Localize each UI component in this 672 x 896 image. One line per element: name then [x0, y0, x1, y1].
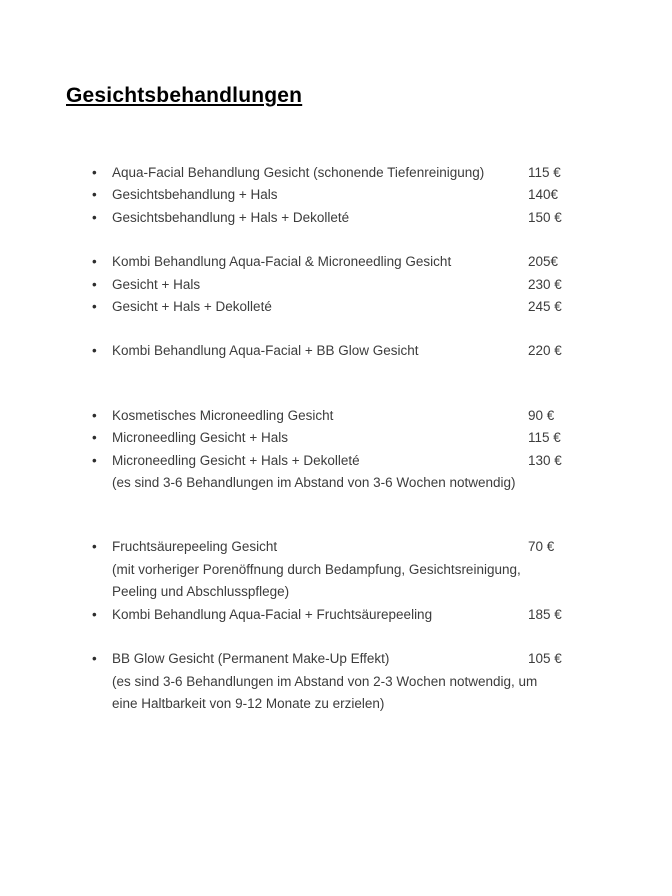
price-list-item	[92, 340, 672, 362]
item-price: 130 €	[528, 452, 562, 468]
item-price: 150 €	[528, 209, 562, 225]
bullet-icon: •	[92, 299, 97, 315]
price-list-item	[92, 162, 672, 184]
price-group	[92, 162, 672, 229]
bullet-icon: •	[92, 254, 97, 270]
bullet-icon: •	[92, 276, 97, 292]
item-note-line: (mit vorheriger Porenöffnung durch Bedampfung, Gesichtsreinigung,	[112, 561, 521, 577]
price-list-item	[92, 604, 672, 626]
price-list	[92, 162, 672, 715]
item-label: Microneedling Gesicht + Hals	[112, 430, 288, 446]
price-group	[92, 536, 672, 626]
item-price: 70 €	[528, 539, 555, 555]
bullet-icon: •	[92, 343, 97, 359]
item-price: 140€	[528, 187, 559, 203]
item-price: 115 €	[528, 165, 561, 180]
bullet-icon: •	[92, 651, 97, 667]
item-note	[112, 472, 672, 494]
bullet-icon: •	[92, 452, 97, 468]
item-note-line: eine Haltbarkeit von 9-12 Monate zu erzielen)	[112, 695, 385, 711]
price-group	[92, 340, 672, 362]
price-group	[92, 251, 672, 318]
price-list-item	[92, 536, 672, 558]
item-price: 230 €	[528, 276, 562, 292]
bullet-icon: •	[92, 407, 97, 423]
item-label: Fruchtsäurepeeling Gesicht	[112, 539, 278, 555]
bullet-icon: •	[92, 539, 97, 555]
price-list-item	[92, 648, 672, 670]
item-label: Kosmetisches Microneedling Gesicht	[112, 407, 334, 423]
item-note-line: (es sind 3-6 Behandlungen im Abstand von 3-6 Wochen notwendig)	[112, 475, 516, 491]
price-list-item	[92, 450, 672, 472]
price-list-item	[92, 251, 672, 273]
item-label: Kombi Behandlung Aqua-Facial & Microneedling Gesicht	[112, 254, 452, 270]
item-label: Gesichtsbehandlung + Hals + Dekolleté	[112, 209, 350, 225]
item-note-line: Peeling und Abschlusspflege)	[112, 584, 290, 600]
price-list-item	[92, 274, 672, 296]
item-price: 245 €	[528, 299, 562, 315]
item-price: 220 €	[528, 343, 562, 359]
item-price: 115 €	[528, 430, 561, 446]
price-group	[92, 405, 672, 495]
item-price: 105 €	[528, 651, 562, 667]
item-price: 90 €	[528, 407, 555, 423]
page-title: Gesichtsbehandlungen	[66, 84, 303, 107]
item-price: 205€	[528, 254, 559, 270]
bullet-icon: •	[92, 209, 97, 225]
item-label: BB Glow Gesicht (Permanent Make-Up Effekt)	[112, 651, 390, 667]
item-label: Kombi Behandlung Aqua-Facial + BB Glow Gesicht	[112, 343, 419, 359]
bullet-icon: •	[92, 430, 97, 446]
item-note	[112, 559, 672, 604]
price-list-item	[92, 296, 672, 318]
item-label: Microneedling Gesicht + Hals + Dekolleté	[112, 452, 360, 468]
item-label: Gesicht + Hals	[112, 276, 201, 292]
bullet-icon: •	[92, 165, 97, 180]
price-list-item	[92, 184, 672, 206]
price-list-item	[92, 427, 672, 449]
item-label: Gesicht + Hals + Dekolleté	[112, 299, 272, 315]
price-list-item	[92, 207, 672, 229]
item-note	[112, 671, 672, 716]
bullet-icon: •	[92, 187, 97, 203]
item-label: Kombi Behandlung Aqua-Facial + Fruchtsäurepeeling	[112, 606, 433, 622]
item-label: Gesichtsbehandlung + Hals	[112, 187, 278, 203]
price-group	[92, 648, 672, 715]
bullet-icon: •	[92, 606, 97, 622]
item-label: Aqua-Facial Behandlung Gesicht (schonende Tiefenreinigung)	[112, 165, 485, 180]
item-price: 185 €	[528, 606, 562, 622]
price-list-item	[92, 405, 672, 427]
item-note-line: (es sind 3-6 Behandlungen im Abstand von 2-3 Wochen notwendig, um	[112, 673, 538, 689]
